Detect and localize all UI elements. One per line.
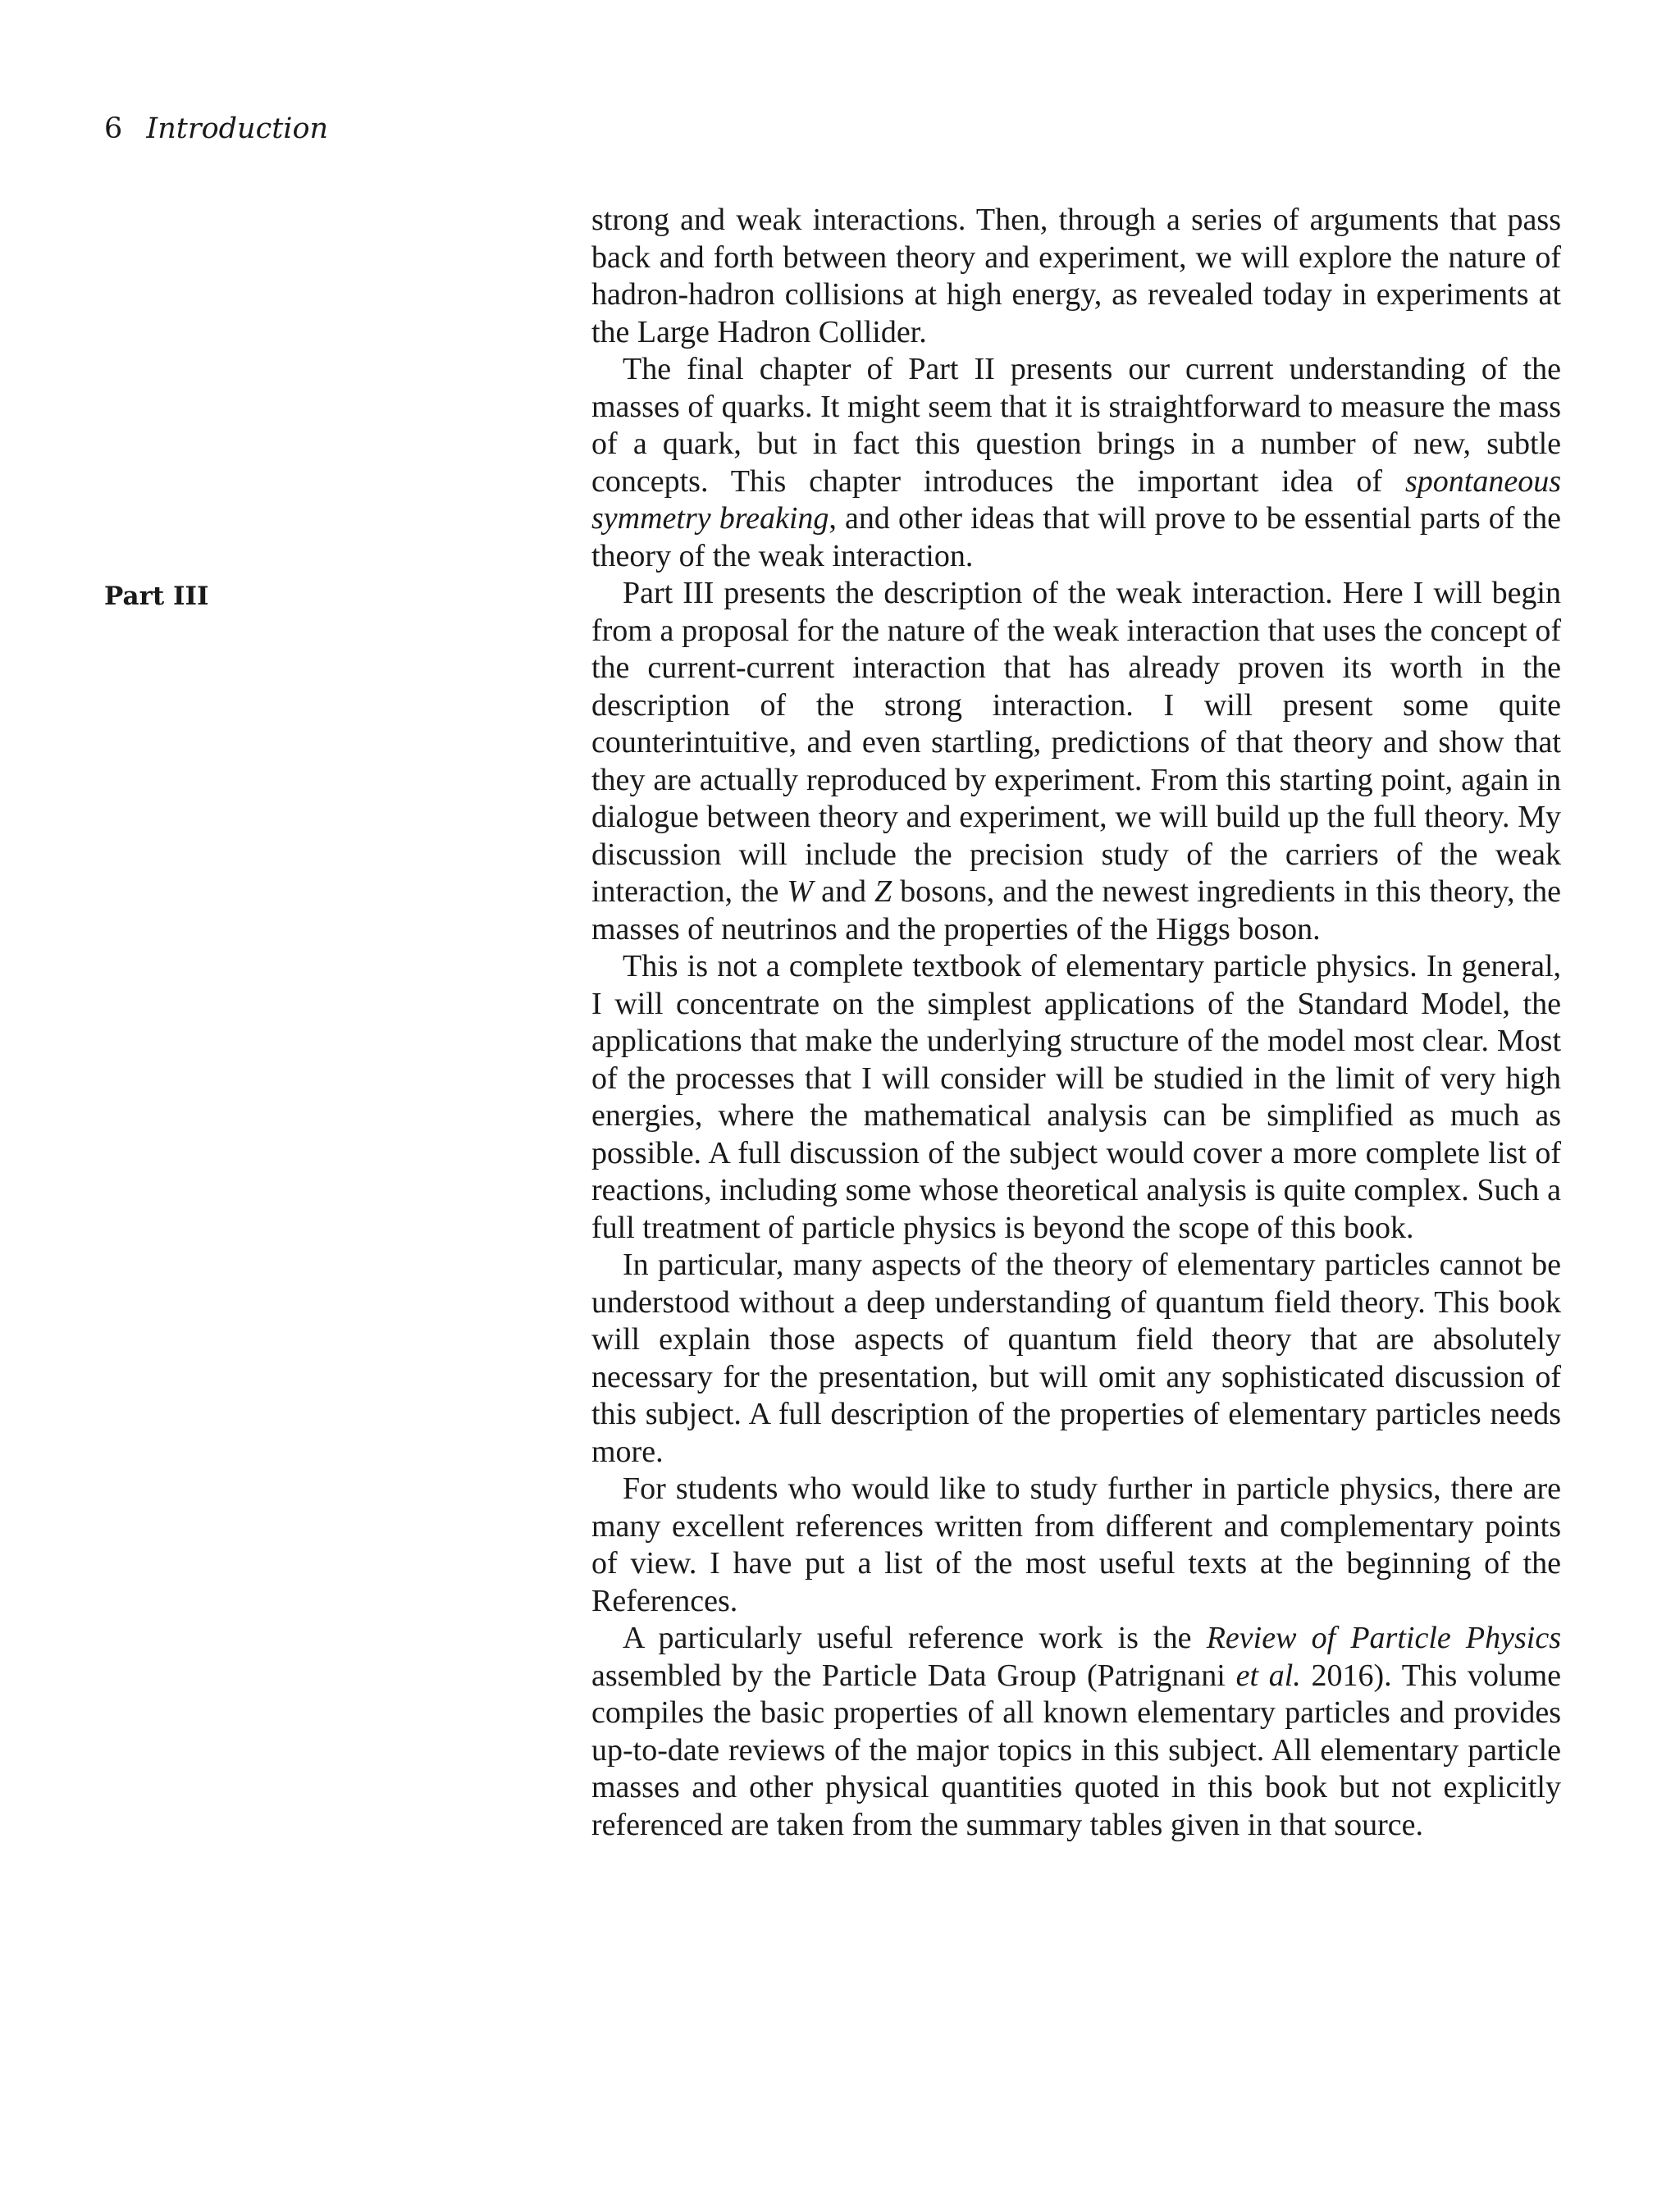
paragraph-3-z-symbol: Z — [874, 874, 892, 909]
paragraph-3 — [591, 575, 1561, 948]
page-number: 6 — [104, 112, 123, 145]
paragraph-7-text-before: A particularly useful reference work is the — [623, 1621, 1207, 1655]
paragraph-5-text: In particular, many aspects of the theory of elementary particles cannot be understood without a deep understanding of quantum field theory. This book will explain those aspects of quantum field theory that are absolutely necessary for the presentation, but will omit any sophisticated discussion of this subject. A full description of the properties of elementary particles needs more. — [591, 1248, 1561, 1469]
running-head — [104, 112, 328, 146]
paragraph-7-et-al: et al. — [1235, 1658, 1301, 1693]
paragraph-6 — [591, 1471, 1561, 1620]
paragraph-2-emphasis: spontaneous symmetry breaking — [591, 463, 1561, 536]
paragraph-7-text-mid: assembled by the Particle Data Group (Patrignani — [591, 1658, 1236, 1693]
paragraph-2-text-before: The final chapter of Part II presents our current understanding of the masses of quarks. It might seem that it is straightforward to measure the mass of a quark, but in fact this question brings in a number of new, subtle concepts. This chapter introduces the important idea of — [591, 352, 1561, 499]
paragraph-5 — [591, 1247, 1561, 1471]
paragraph-7-text-after: 2016). This volume compiles the basic properties of all known elementary particles and provides up-to-date reviews of the major topics in this subject. All elementary particle masses and other physical quantities quoted in this book but not explicitly referenced are taken from the summary tables given in that source. — [591, 1658, 1561, 1842]
paragraph-6-text: For students who would like to study further in particle physics, there are many excellent references written from different and complementary points of view. I have put a list of the most useful texts at the beginning of the References. — [591, 1471, 1561, 1618]
paragraph-3-text-before: Part III presents the description of the weak interaction. Here I will begin from a proposal for the nature of the weak interaction that uses the concept of the current-current interaction that has already proven its worth in the description of the strong interaction. I will present some quite counterintuitive, and even startling, predictions of that theory and show that they are actually reproduced by experiment. From this starting point, again in dialogue between theory and experiment, we will build up the full theory. My discussion will include the precision study of the carriers of the weak interaction, the — [591, 576, 1561, 909]
paragraph-4 — [591, 948, 1561, 1247]
paragraph-7-emphasis: Review of Particle Physics — [1206, 1621, 1561, 1655]
paragraph-7 — [591, 1620, 1561, 1844]
body-text — [591, 202, 1561, 1844]
paragraph-2-text-after: , and other ideas that will prove to be essential parts of the theory of the weak interaction. — [591, 501, 1561, 573]
paragraph-3-text-after: bosons, and the newest ingredients in this theory, the masses of neutrinos and the properties of the Higgs boson. — [591, 874, 1561, 947]
paragraph-3-text-mid: and — [813, 874, 874, 909]
paragraph-2 — [591, 351, 1561, 575]
paragraph-1 — [591, 202, 1561, 351]
paragraph-3-w-symbol: W — [787, 874, 814, 909]
paragraph-1-text: strong and weak interactions. Then, through a series of arguments that pass back and forth between theory and experiment, we will explore the nature of hadron-hadron collisions at high energy, as revealed today in experiments at the Large Hadron Collider. — [591, 203, 1561, 349]
running-head-title: Introduction — [146, 112, 329, 145]
margin-note-part-iii: Part III — [104, 582, 209, 611]
paragraph-4-text: This is not a complete textbook of elementary particle physics. In general, I will concentrate on the simplest applications of the Standard Model, the applications that make the underlying structure of the model most clear. Most of the processes that I will consider will be studied in the limit of very high energies, where the mathematical analysis can be simplified as much as possible. A full discussion of the subject would cover a more complete list of reactions, including some whose theoretical analysis is quite complex. Such a full treatment of particle physics is beyond the scope of this book. — [591, 949, 1561, 1245]
